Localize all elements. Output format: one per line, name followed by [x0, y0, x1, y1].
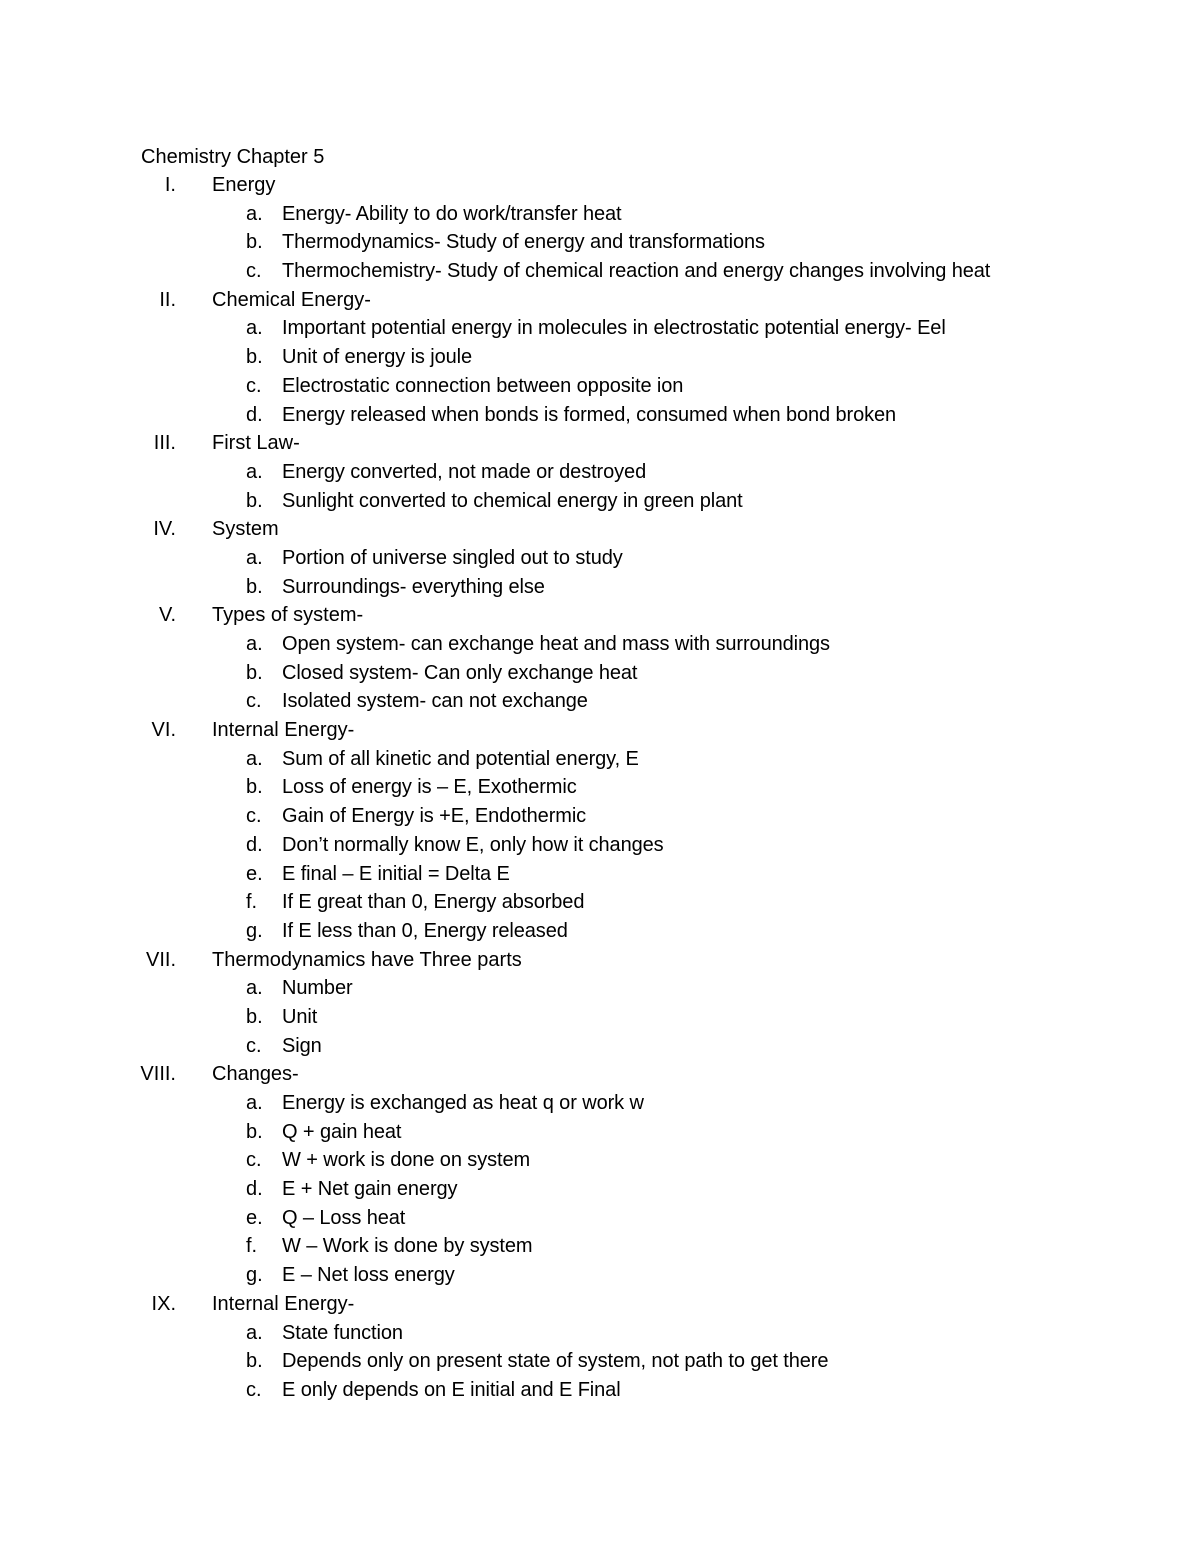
list-item-text: Sign — [282, 1034, 322, 1057]
list-item-letter: b. — [246, 575, 263, 598]
list-item-text: If E great than 0, Energy absorbed — [282, 891, 585, 914]
list-item — [0, 1118, 1200, 1147]
list-item-letter: a. — [246, 1092, 263, 1114]
list-item-letter: a. — [246, 460, 263, 483]
section-heading-row — [0, 1060, 1200, 1089]
list-item-text: E final – E initial = Delta E — [282, 862, 510, 885]
list-item-text: Unit — [282, 1005, 318, 1028]
list-item-text: Important potential energy in molecules in electrostatic potential energy- Eel — [282, 317, 946, 340]
section-number: III. — [153, 432, 176, 455]
list-item-letter: b. — [246, 1350, 263, 1373]
list-item — [0, 228, 1200, 257]
list-item-text: Don’t normally know E, only how it changes — [282, 833, 664, 856]
section-heading-row — [0, 1290, 1200, 1319]
list-item — [0, 1089, 1200, 1118]
list-item — [0, 458, 1200, 487]
list-item — [0, 487, 1200, 516]
list-item-letter: c. — [246, 1149, 262, 1172]
list-item — [0, 573, 1200, 602]
list-item-letter: b. — [246, 489, 263, 512]
list-item — [0, 1261, 1200, 1290]
list-item-letter: d. — [246, 403, 263, 426]
section-number: IV. — [153, 518, 176, 541]
list-item-letter: a. — [246, 317, 263, 340]
list-item-text: Thermodynamics- Study of energy and transformations — [282, 231, 765, 254]
list-item — [0, 1146, 1200, 1175]
section-heading: Types of system- — [212, 604, 364, 627]
list-item-letter: d. — [246, 833, 263, 856]
list-item-letter: a. — [246, 1321, 263, 1344]
list-item — [0, 1204, 1200, 1233]
list-item-text: Portion of universe singled out to study — [282, 546, 623, 569]
list-item-letter: f. — [246, 1235, 258, 1258]
list-item-text: E – Net loss energy — [282, 1264, 455, 1287]
list-item — [0, 831, 1200, 860]
list-item — [0, 974, 1200, 1003]
list-item-text: Loss of energy is – E, Exothermic — [282, 776, 577, 799]
section-heading: Internal Energy- — [212, 1292, 355, 1315]
list-item-text: Sunlight converted to chemical energy in green plant — [282, 489, 743, 512]
list-item — [0, 659, 1200, 688]
list-item-text: Thermochemistry- Study of chemical reaction and energy changes involving heat — [282, 260, 991, 283]
list-item-letter: a. — [246, 202, 263, 225]
list-item-letter: b. — [246, 1120, 263, 1143]
list-item-text: Isolated system- can not exchange — [282, 690, 588, 713]
list-item-letter: g. — [246, 919, 263, 942]
list-item-letter: e. — [246, 1206, 263, 1229]
list-item — [0, 372, 1200, 401]
section-heading-row — [0, 286, 1200, 315]
list-item-letter: c. — [246, 1034, 262, 1057]
section-heading-row — [0, 946, 1200, 975]
list-item — [0, 773, 1200, 802]
list-item-text: Unit of energy is joule — [282, 346, 473, 369]
section-number: I. — [164, 174, 176, 196]
list-item-text: If E less than 0, Energy released — [282, 919, 568, 942]
list-item — [0, 888, 1200, 917]
section-heading-row — [0, 601, 1200, 630]
list-item-letter: c. — [246, 260, 262, 283]
list-item — [0, 1232, 1200, 1261]
list-item-text: Energy released when bonds is formed, consumed when bond broken — [282, 403, 897, 426]
list-item-text: State function — [282, 1321, 403, 1344]
list-item-letter: b. — [246, 661, 263, 684]
list-item-text: Electrostatic connection between opposite ion — [282, 374, 684, 397]
list-item-letter: c. — [246, 805, 262, 828]
list-item — [0, 687, 1200, 716]
section-heading: Internal Energy- — [212, 719, 355, 742]
list-item — [0, 200, 1200, 229]
list-item-letter: b. — [246, 776, 263, 799]
list-item-text: Energy is exchanged as heat q or work w — [282, 1092, 644, 1114]
list-item — [0, 1376, 1200, 1405]
list-item — [0, 401, 1200, 430]
list-item-text: E only depends on E initial and E Final — [282, 1378, 621, 1401]
section-number: V. — [158, 604, 176, 627]
section-heading: Changes- — [212, 1063, 299, 1086]
list-item — [0, 544, 1200, 573]
list-item-letter: c. — [246, 690, 262, 713]
list-item-text: Surroundings- everything else — [282, 575, 545, 598]
list-item-text: Closed system- Can only exchange heat — [282, 661, 638, 684]
section-heading-row — [0, 716, 1200, 745]
section-heading: Energy — [212, 174, 276, 196]
list-item — [0, 860, 1200, 889]
list-item-letter: a. — [246, 546, 263, 569]
list-item — [0, 745, 1200, 774]
document-title: Chemistry Chapter 5 — [141, 146, 325, 168]
list-item-letter: f. — [246, 891, 258, 914]
list-item-text: Q + gain heat — [282, 1120, 402, 1143]
list-item-letter: c. — [246, 1378, 262, 1401]
list-item-letter: d. — [246, 1178, 263, 1201]
list-item-text: Open system- can exchange heat and mass with surroundings — [282, 633, 830, 655]
section-number: VIII. — [140, 1063, 176, 1086]
list-item-text: W + work is done on system — [282, 1149, 531, 1172]
section-number: II. — [159, 288, 176, 311]
list-item-letter: c. — [246, 374, 262, 397]
list-item — [0, 314, 1200, 343]
list-item-letter: b. — [246, 346, 263, 369]
list-item-text: Sum of all kinetic and potential energy, E — [282, 747, 639, 770]
list-item-letter: e. — [246, 862, 263, 885]
list-item — [0, 917, 1200, 946]
outline-list — [0, 171, 1200, 1405]
list-item-letter: a. — [246, 977, 263, 1000]
list-item — [0, 1003, 1200, 1032]
list-item-letter: a. — [246, 633, 263, 655]
section-heading-row — [0, 429, 1200, 458]
list-item-text: Q – Loss heat — [282, 1206, 406, 1229]
list-item-text: Gain of Energy is +E, Endothermic — [282, 805, 587, 828]
section-heading: Chemical Energy- — [212, 288, 371, 311]
list-item — [0, 1347, 1200, 1376]
section-heading: System — [212, 518, 279, 541]
list-item-letter: g. — [246, 1264, 263, 1287]
list-item-text: W – Work is done by system — [282, 1235, 533, 1258]
list-item — [0, 257, 1200, 286]
list-item-letter: b. — [246, 1005, 263, 1028]
list-item-letter: b. — [246, 231, 263, 254]
section-heading: Thermodynamics have Three parts — [212, 948, 522, 971]
section-heading-row — [0, 515, 1200, 544]
list-item — [0, 1032, 1200, 1061]
list-item-text: Depends only on present state of system, not path to get there — [282, 1350, 829, 1373]
list-item-text: E + Net gain energy — [282, 1178, 458, 1201]
section-heading-row — [0, 171, 1200, 200]
list-item-text: Energy- Ability to do work/transfer heat — [282, 202, 622, 225]
list-item-text: Number — [282, 977, 353, 1000]
list-item — [0, 1175, 1200, 1204]
list-item — [0, 343, 1200, 372]
section-number: VII. — [145, 948, 176, 971]
list-item — [0, 802, 1200, 831]
list-item — [0, 1319, 1200, 1348]
list-item — [0, 630, 1200, 659]
section-heading: First Law- — [212, 432, 300, 455]
list-item-text: Energy converted, not made or destroyed — [282, 460, 647, 483]
list-item-letter: a. — [246, 747, 263, 770]
section-number: IX. — [151, 1292, 176, 1315]
section-number: VI. — [151, 719, 176, 742]
